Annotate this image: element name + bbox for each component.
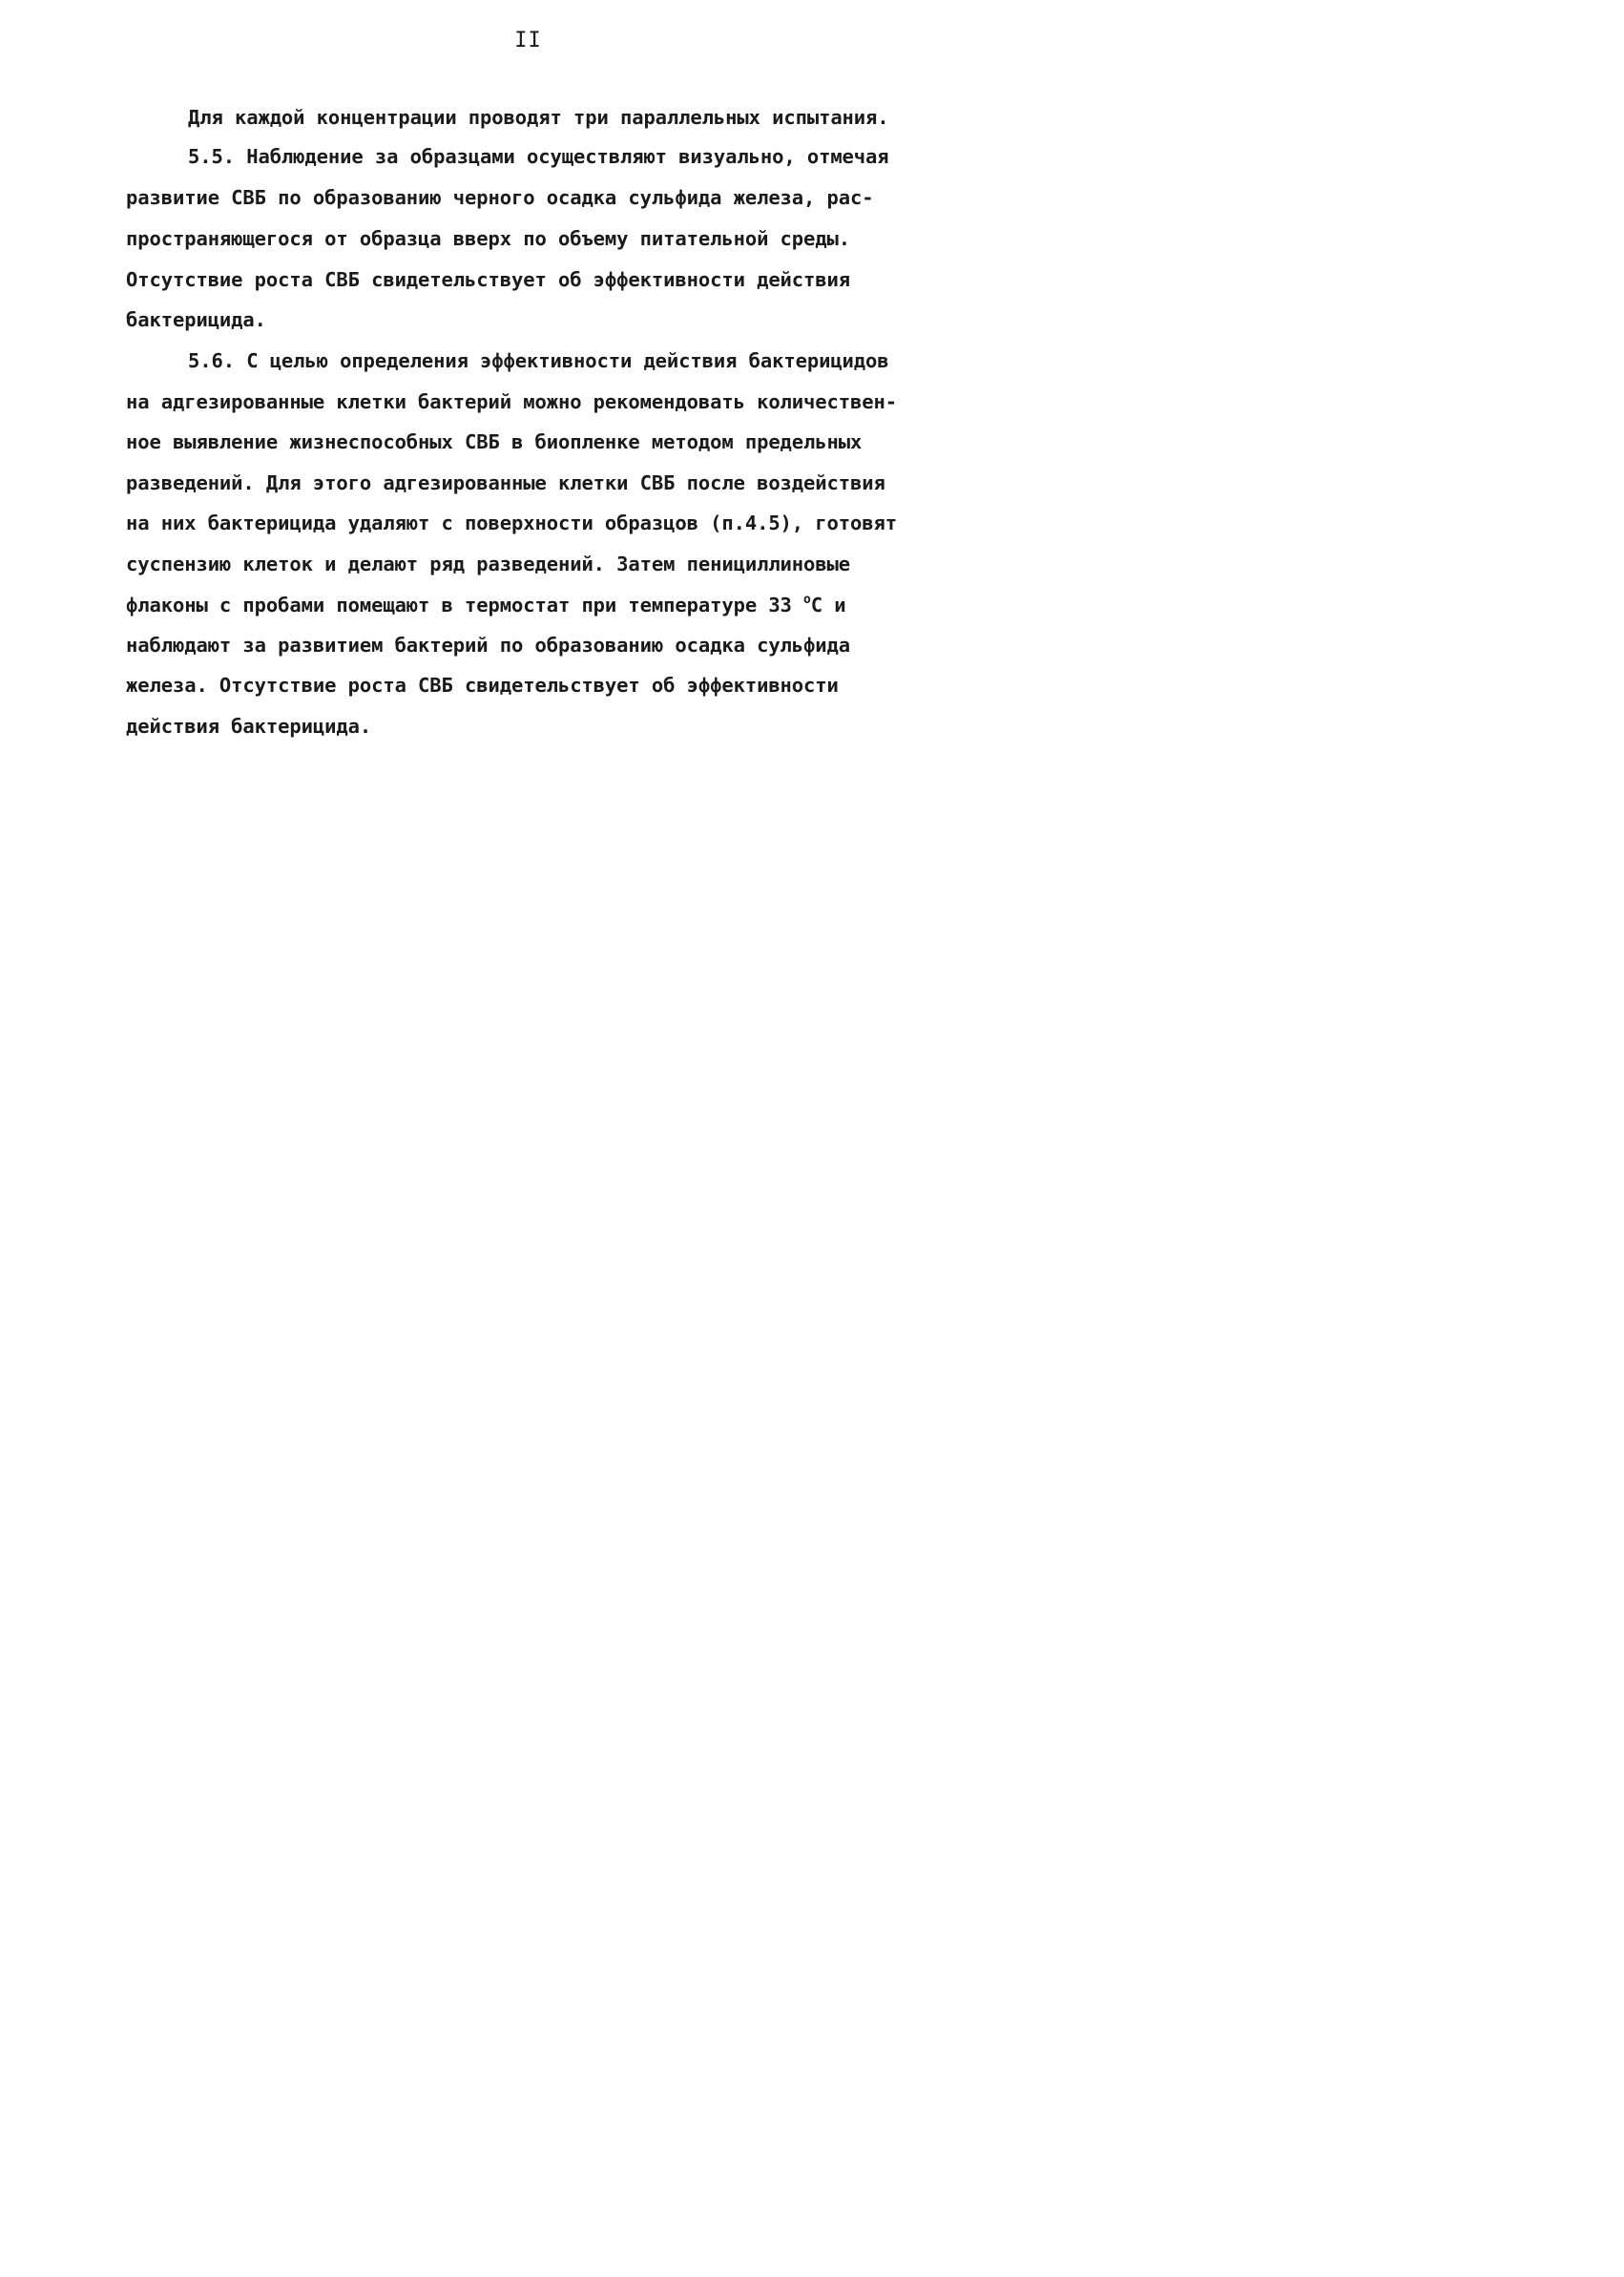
text-line: пространяющегося от образца вверх по объему питательной среды. — [126, 227, 851, 250]
text-line: бактерицида. — [126, 308, 266, 331]
text-line: развитие СВБ по образованию черного осадка сульфида железа, рас- — [126, 186, 874, 209]
text-line: действия бактерицида. — [126, 715, 372, 738]
text-line: железа. Отсутствие роста СВБ свидетельствует об эффективности — [126, 674, 839, 697]
text-line: ное выявление жизнеспособных СВБ в биопленке методом предельных — [126, 430, 863, 453]
text-line: на них бактерицида удаляют с поверхности образцов (п.4.5), готовят — [126, 512, 897, 534]
text-line: разведений. Для этого адгезированные клетки СВБ после воздействия — [126, 471, 885, 494]
text-segment: С и — [810, 594, 846, 616]
text-line: Отсутствие роста СВБ свидетельствует об эффективности действия — [126, 268, 851, 291]
text-segment: флаконы с пробами помещают в термостат при температуре 33 — [126, 594, 792, 616]
text-line: суспензию клеток и делают ряд разведений. Затем пенициллиновые — [126, 553, 851, 575]
degree-symbol: о — [803, 593, 811, 607]
page-number: II — [514, 29, 542, 52]
text-line: наблюдают за развитием бактерий по образованию осадка сульфида — [126, 634, 851, 657]
text-line: Для каждой концентрации проводят три параллельных испытания. — [188, 106, 889, 129]
text-line: 5.6. С целью определения эффективности действия бактерицидов — [188, 349, 889, 372]
text-line-with-temperature — [126, 593, 846, 616]
text-line: на адгезированные клетки бактерий можно рекомендовать количествен- — [126, 390, 897, 413]
text-line: 5.5. Наблюдение за образцами осуществляют визуально, отмечая — [188, 145, 889, 168]
